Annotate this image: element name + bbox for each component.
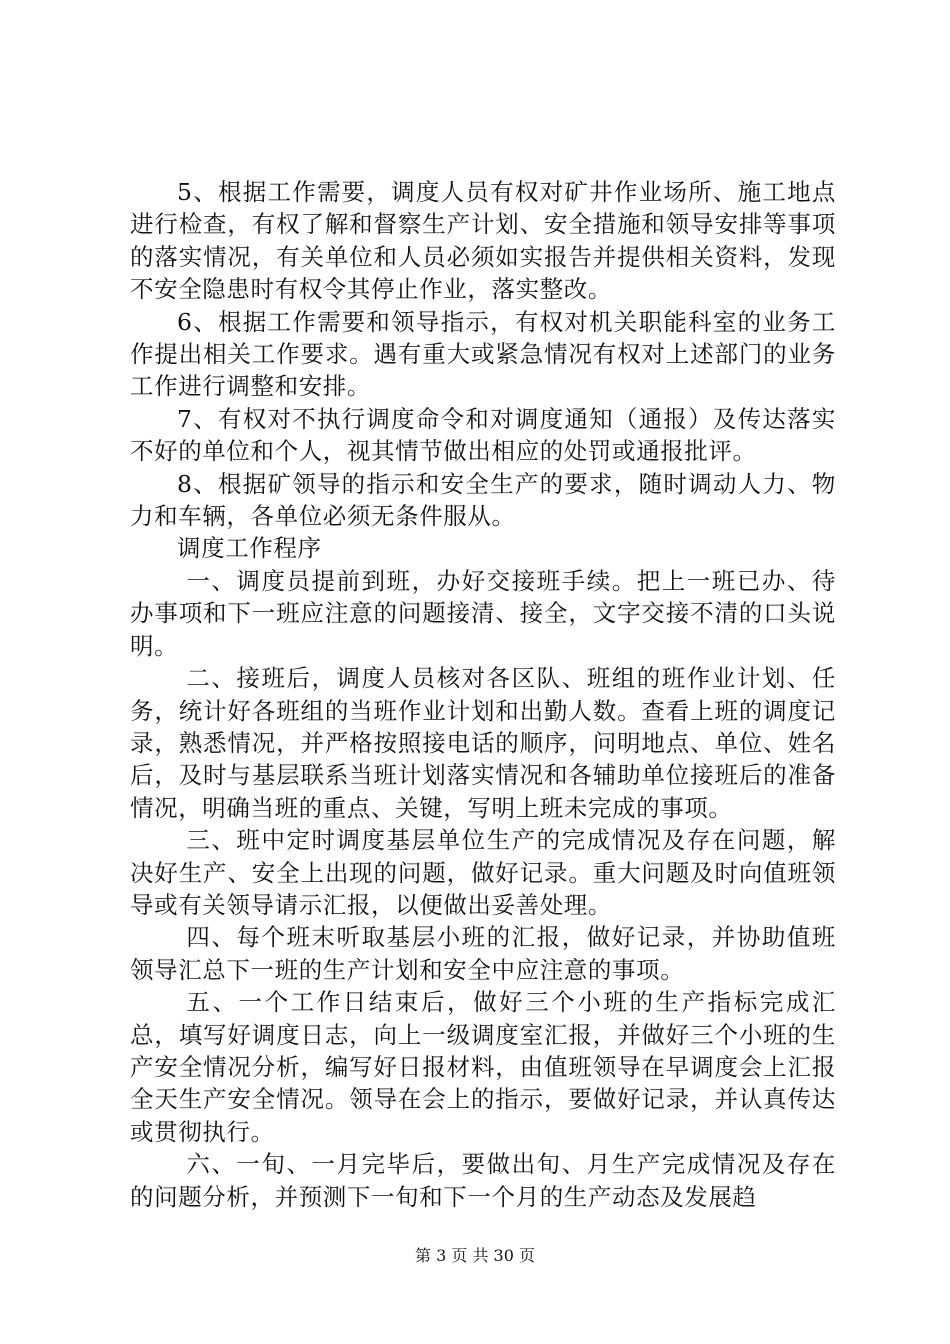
procedure-step-2: 二、接班后，调度人员核对各区队、班组的班作业计划、任务，统计好各班组的当班作业计划和出勤人数。查看上班的调度记录，熟悉情况，并严格按照接电话的顺序，问明地点、单位、姓名后，及时与基层联系当班计划落实情况和各辅助单位接班后的准备情况，明确当班的重点、关键，写明上班未完成的事项。 [130, 664, 836, 822]
page-number-label: 第 3 页 共 30 页 [415, 1246, 535, 1265]
procedure-step-4: 四、每个班末听取基层小班的汇报，做好记录，并协助值班领导汇总下一班的生产计划和安全中应注意的事项。 [130, 923, 836, 984]
paragraph-item-6: 6、根据工作需要和领导指示，有权对机关职能科室的业务工作提出相关工作要求。遇有重大或紧急情况有权对上述部门的业务工作进行调整和安排。 [130, 307, 836, 401]
paragraph-item-7: 7、有权对不执行调度命令和对调度通知（通报）及传达落实不好的单位和个人，视其情节做出相应的处罚或通报批评。 [130, 404, 836, 466]
procedure-step-3: 三、班中定时调度基层单位生产的完成情况及存在问题，解决好生产、安全上出现的问题，做好记录。重大问题及时向值班领导或有关领导请示汇报，以便做出妥善处理。 [130, 826, 836, 919]
paragraph-item-5: 5、根据工作需要，调度人员有权对矿井作业场所、施工地点进行检查，有权了解和督察生产计划、安全措施和领导安排等事项的落实情况，有关单位和人员必须如实报告并提供相关资料，发现不安全隐患时有权令其停止作业，落实整改。 [130, 178, 836, 304]
page-footer [0, 1246, 950, 1266]
procedure-step-6: 六、一旬、一月完毕后，要做出旬、月生产完成情况及存在的问题分析，并预测下一旬和下一个月的生产动态及发展趋 [130, 1150, 836, 1211]
paragraph-item-8: 8、根据矿领导的指示和安全生产的要求，随时调动人力、物力和车辆，各单位必须无条件服从。 [130, 469, 836, 531]
procedure-step-5: 五、一个工作日结束后，做好三个小班的生产指标完成汇总，填写好调度日志，向上一级调度室汇报，并做好三个小班的生产安全情况分析，编写好日报材料，由值班领导在早调度会上汇报全天生产安全情况。领导在会上的指示，要做好记录，并认真传达或贯彻执行。 [130, 988, 836, 1146]
document-body [130, 176, 836, 1213]
section-heading: 调度工作程序 [177, 534, 322, 563]
procedure-step-1: 一、调度员提前到班，办好交接班手续。把上一班已办、待办事项和下一班应注意的问题接清、接全，文字交接不清的口头说明。 [130, 566, 836, 660]
